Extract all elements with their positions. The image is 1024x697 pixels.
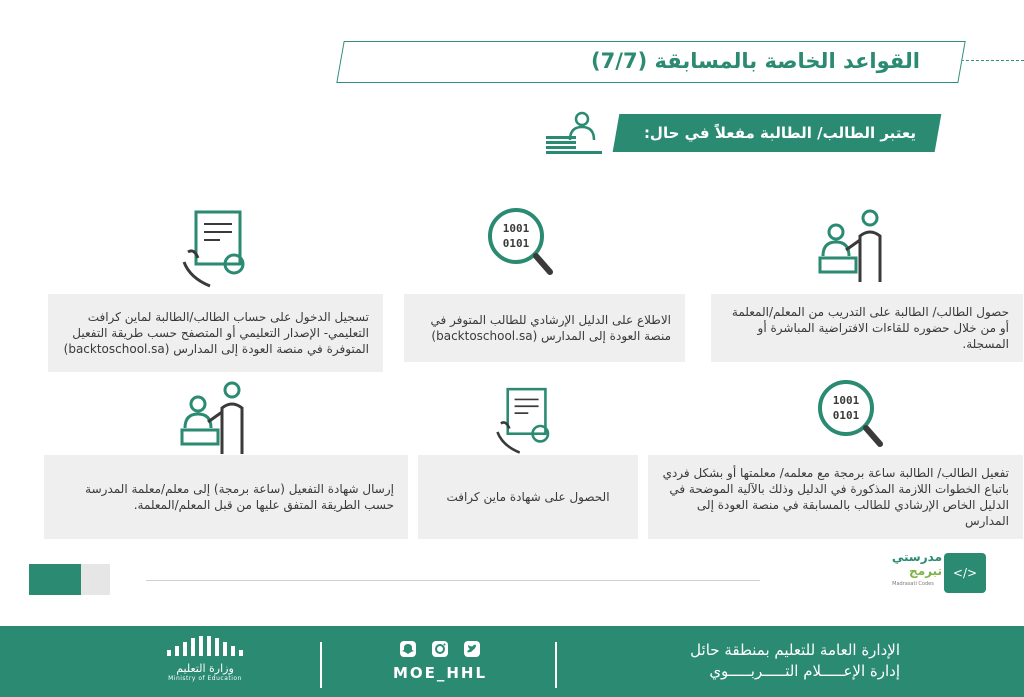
svg-text:0101: 0101 [832, 409, 860, 422]
progress-filled [29, 564, 81, 595]
page-title: القواعد الخاصة بالمسابقة (7/7) [591, 49, 920, 73]
footer-social [380, 640, 500, 682]
ministry-name-en: Ministry of Education [168, 675, 242, 682]
footer-line2: إدارة الإعـــــلام التـــــربـــــوي [709, 662, 900, 680]
card-guide-text: الاطلاع على الدليل الإرشادي للطالب المتوفر في منصة العودة إلى المدارس (backtoschool.sa) [430, 313, 671, 343]
card-certificate [418, 455, 638, 539]
subtitle-text: يعتبر الطالب/ الطالبة مفعلاً في حال: [643, 124, 916, 142]
card-certificate-text: الحصول على شهادة ماين كرافت [446, 490, 610, 504]
divider-line [146, 580, 760, 581]
ministry-name-ar: وزارة التعليم [176, 662, 234, 675]
svg-text:0101: 0101 [502, 237, 530, 250]
madrasati-codes-logo [884, 551, 988, 595]
card-training [711, 294, 1023, 362]
teacher-student-icon-2 [180, 378, 250, 458]
logo-line3: Madrasati Codes [892, 581, 934, 587]
svg-text:1001: 1001 [832, 394, 860, 407]
binary-magnifier-icon-2 [814, 374, 884, 454]
logo-line1: مدرستي [891, 550, 942, 564]
ministry-logo [140, 634, 270, 694]
footer-separator-right [555, 642, 557, 688]
ministry-emblem-icon [165, 634, 245, 658]
twitter-icon[interactable] [463, 640, 481, 658]
logo-line2: تبرمج [909, 564, 942, 578]
footer-line1: الإدارة العامة للتعليم بمنطقة حائل [690, 641, 900, 659]
card-login [48, 294, 383, 372]
code-icon: </> [944, 553, 986, 593]
social-handle: MOE_HHL [392, 664, 488, 682]
progress-remaining [81, 564, 110, 595]
svg-text:1001: 1001 [502, 222, 530, 235]
instagram-icon[interactable] [431, 640, 449, 658]
certificate-hand-icon-2 [494, 384, 554, 456]
card-guide [404, 294, 685, 362]
teacher-student-icon [818, 206, 888, 286]
card-activation-text: تفعيل الطالب/ الطالبة ساعة برمجة مع معلمه/ معلمتها أو بشكل فردي باتباع الخطوات اللازمة المذكورة في الدليل وذلك بالآلية الموضحة في الدليل الخاص الإرشادي للطالب بالمسابقة في منصة العودة إلى المدارس [662, 466, 1009, 528]
snapchat-icon[interactable] [399, 640, 417, 658]
card-activation [648, 455, 1023, 539]
card-login-text: تسجيل الدخول على حساب الطالب/الطالبة لماين كرافت التعليمي- الإصدار التعليمي أو المتصفح حسب طريقة التفعيل المتوفرة في منصة العودة إلى المدارس (backtoschool.sa) [63, 310, 369, 356]
certificate-hand-icon [180, 208, 250, 288]
card-training-text: حصول الطالب/ الطالبة على التدريب من المعلم/المعلمة أو من خلال حضوره للقاءات الافتراضية المباشرة أو المسجلة. [731, 305, 1009, 351]
card-send [44, 455, 408, 539]
footer-separator-left [320, 642, 322, 688]
card-send-text: إرسال شهادة التفعيل (ساعة برمجة) إلى معلم/معلمة المدرسة حسب الطريقة المتفق عليها من قبل المعلم/المعلمة. [85, 482, 394, 512]
footer-department [600, 640, 900, 682]
student-at-desk-icon [544, 110, 606, 156]
binary-magnifier-icon [484, 202, 554, 282]
